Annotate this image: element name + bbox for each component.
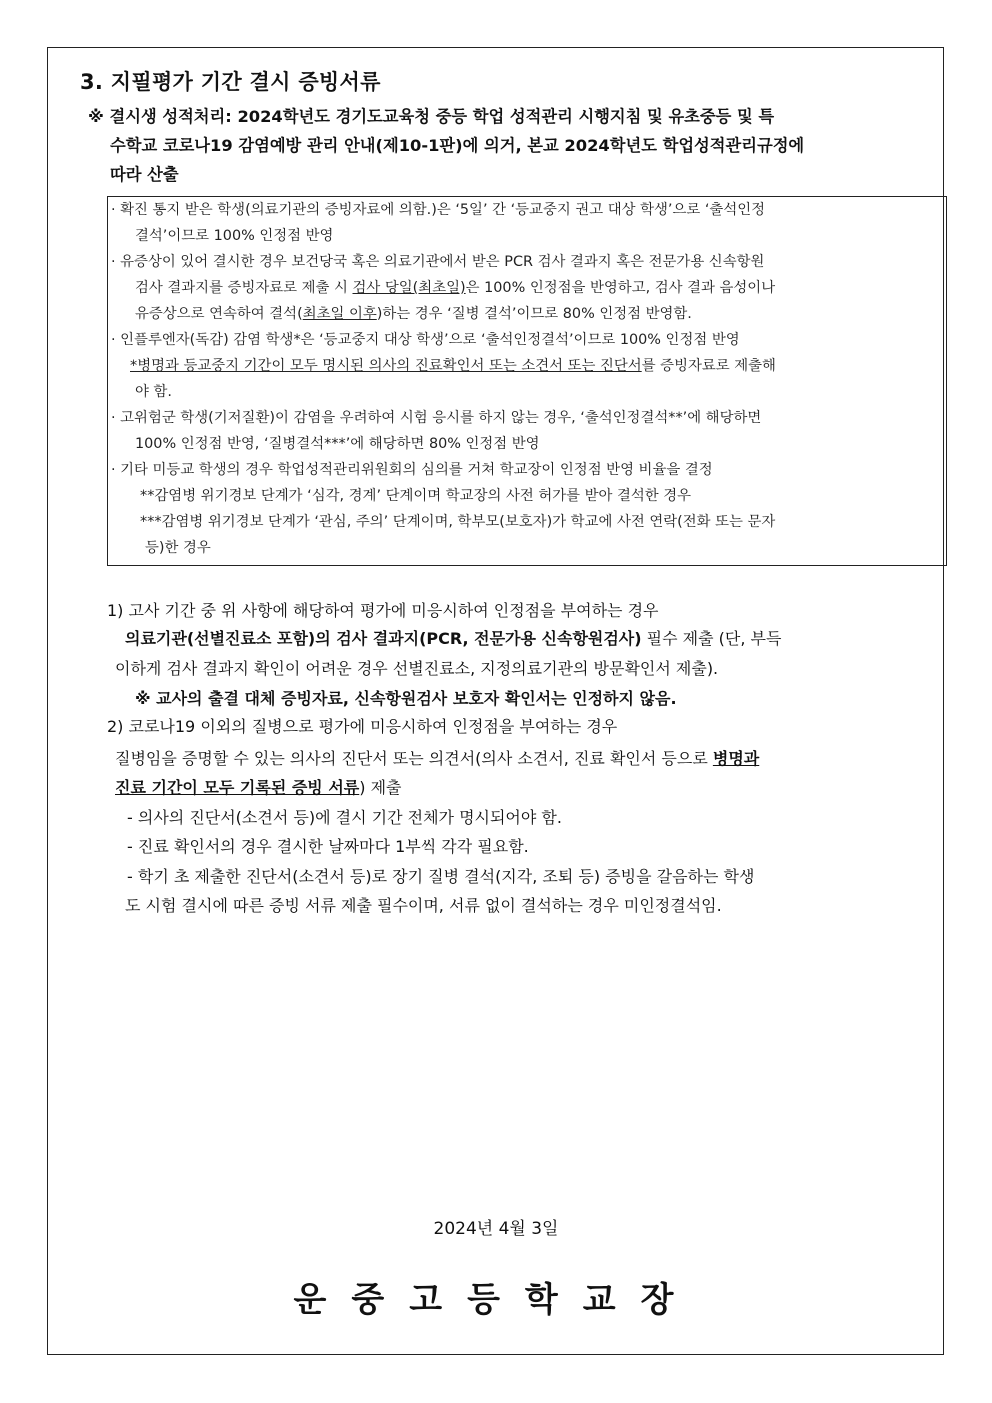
- item-1-notice: ※ 교사의 출결 대체 증빙자료, 신속항원검사 보호자 확인서는 인정하지 않음.: [135, 689, 677, 708]
- box-line-3: · 유증상이 있어 결시한 경우 보건당국 혹은 의료기관에서 받은 PCR 검사 결과지 혹은 전문가용 신속항원: [111, 254, 765, 270]
- item-2-detail-1: - 의사의 진단서(소견서 등)에 결시 기간 전체가 명시되어야 함.: [127, 808, 562, 827]
- item-2-detail-2: - 진료 확인서의 경우 결시한 날짜마다 1부씩 각각 필요함.: [127, 837, 529, 856]
- box-line-8: 야 함.: [135, 384, 172, 400]
- school-principal-signature: 운중고등학교장: [293, 1280, 699, 1320]
- note-line-3: 따라 산출: [110, 165, 179, 184]
- box-line-9: · 고위험군 학생(기저질환)이 감염을 우려하여 시험 응시를 하지 않는 경우, ‘출석인정결석**’에 해당하면: [111, 410, 762, 426]
- box-line-12: **감염병 위기경보 단계가 ‘심각, 경계’ 단계이며 학교장의 사전 허가를 받아 결석한 경우: [140, 488, 692, 504]
- box-line-13: ***감염병 위기경보 단계가 ‘관심, 주의’ 단계이며, 학부모(보호자)가 학교에 사전 연락(전화 또는 문자: [140, 514, 776, 530]
- box-line-11: · 기타 미등교 학생의 경우 학업성적관리위원회의 심의를 거쳐 학교장이 인정점 반영 비율을 결정: [111, 462, 713, 478]
- item-2-requirement: 질병임을 증명할 수 있는 의사의 진단서 또는 의견서(의사 소견서, 진료 확인서 등으로 병명과: [115, 749, 760, 768]
- note-line-2: 수학교 코로나19 감염예방 관리 안내(제10-1판)에 의거, 본교 2024학년도 학업성적관리규정에: [110, 136, 805, 155]
- item-2-requirement-cont: 진료 기간이 모두 기록된 증빙 서류) 제출: [115, 778, 402, 797]
- grading-note: [88, 102, 928, 189]
- box-line-14: 등)한 경우: [145, 540, 211, 556]
- note-line-1: ※ 결시생 성적처리: 2024학년도 경기도교육청 중등 학업 성적관리 시행지침 및 유초중등 및 특: [88, 107, 775, 126]
- box-line-10: 100% 인정점 반영, ‘질병결석***’에 해당하면 80% 인정점 반영: [135, 436, 540, 452]
- issue-date: 2024년 4월 3일: [433, 1219, 559, 1239]
- item-1-requirement: 의료기관(선별진료소 포함)의 검사 결과지(PCR, 전문가용 신속항원검사) 필수 제출 (단, 부득: [125, 629, 782, 648]
- box-line-6: · 인플루엔자(독감) 감염 학생*은 ‘등교중지 대상 학생’으로 ‘출석인정결석’이므로 100% 인정점 반영: [111, 332, 740, 348]
- box-line-5: 유증상으로 연속하여 결석(최초일 이후)하는 경우 ‘질병 결석’이므로 80% 인정점 반영함.: [135, 306, 692, 322]
- box-line-7: *병명과 등교중지 기간이 모두 명시된 의사의 진료확인서 또는 소견서 또는 진단서를 증빙자료로 제출해: [130, 358, 776, 374]
- item-2-detail-3: - 학기 초 제출한 진단서(소견서 등)로 장기 질병 결석(지각, 조퇴 등) 증빙을 갈음하는 학생: [127, 867, 755, 886]
- box-line-4: 검사 결과지를 증빙자료로 제출 시 검사 당일(최초일)은 100% 인정점을 반영하고, 검사 결과 음성이나: [135, 280, 776, 296]
- item-2-detail-3-cont: 도 시험 결시에 따른 증빙 서류 제출 필수이며, 서류 없이 결석하는 경우 미인정결석임.: [125, 896, 722, 915]
- section-title: 3. 지필평가 기간 결시 증빙서류: [80, 70, 381, 94]
- box-line-2: 결석’이므로 100% 인정점 반영: [135, 228, 334, 244]
- item-1-heading: 1) 고사 기간 중 위 사항에 해당하여 평가에 미응시하여 인정점을 부여하는 경우: [107, 601, 659, 620]
- item-1-requirement-cont: 이하게 검사 결과지 확인이 어려운 경우 선별진료소, 지정의료기관의 방문확인서 제출).: [115, 659, 719, 678]
- box-line-1: · 확진 통지 받은 학생(의료기관의 증빙자료에 의함.)은 ‘5일’ 간 ‘등교중지 권고 대상 학생’으로 ‘출석인정: [111, 202, 766, 218]
- item-2-heading: 2) 코로나19 이외의 질병으로 평가에 미응시하여 인정점을 부여하는 경우: [107, 717, 618, 736]
